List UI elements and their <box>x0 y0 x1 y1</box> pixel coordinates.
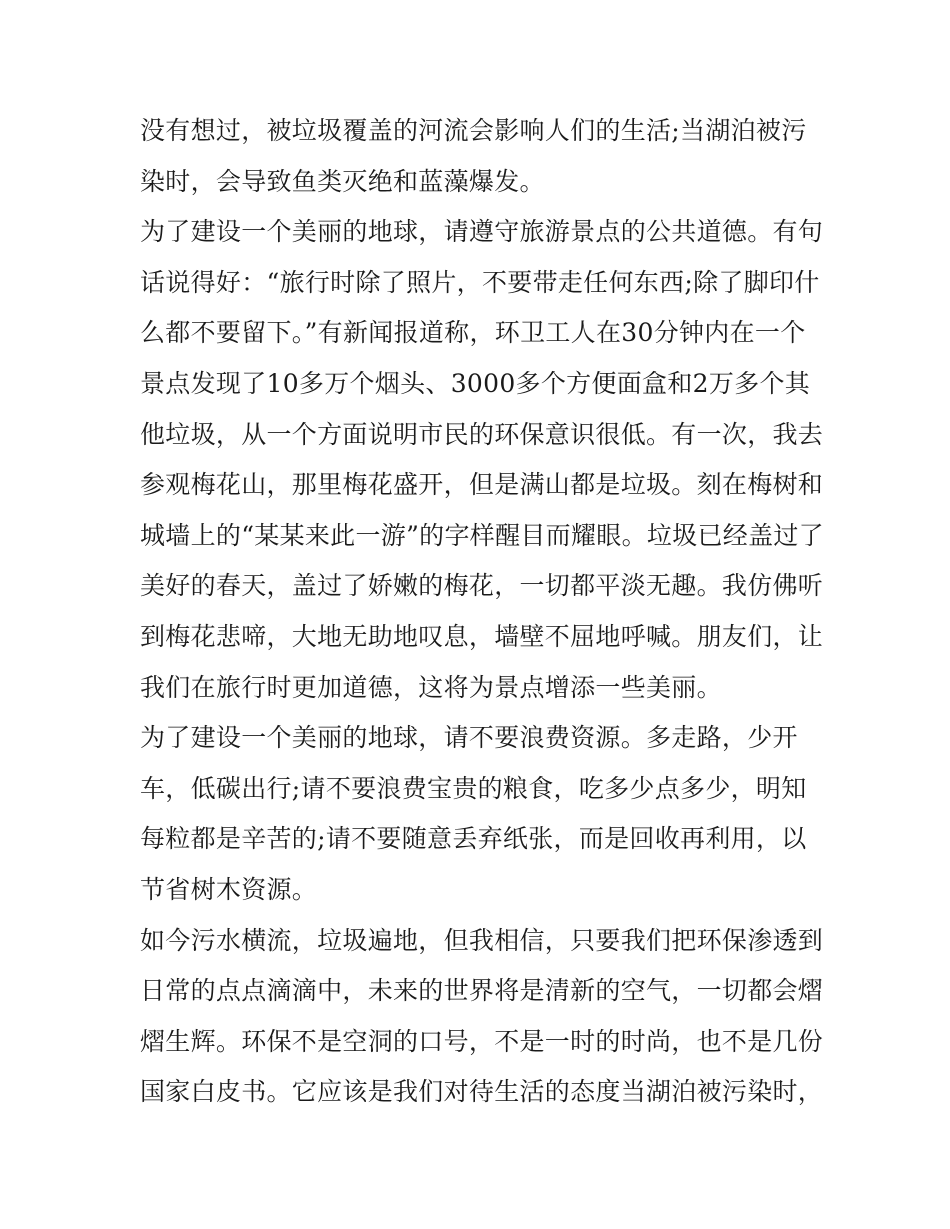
document-body <box>140 106 824 1118</box>
text-line: 参观梅花山，那里梅花盛开，但是满山都是垃圾。刻在梅树和 <box>140 470 824 500</box>
text-line: 我们在旅行时更加道德，这将为景点增添一些美丽。 <box>140 672 722 702</box>
text-line: 熠生辉。环保不是空洞的口号，不是一时的时尚，也不是几份 <box>140 1026 824 1056</box>
text-line: 如今污水横流，垃圾遍地，但我相信，只要我们把环保渗透到 <box>140 925 824 955</box>
text-line: 他垃圾，从一个方面说明市民的环保意识很低。有一次，我去 <box>140 419 824 449</box>
text-line: 节省树木资源。 <box>140 874 318 904</box>
text-line: 景点发现了10多万个烟头、3000多个方便面盒和2万多个其 <box>140 368 811 398</box>
text-line: 为了建设一个美丽的地球，请遵守旅游景点的公共道德。有句 <box>140 217 824 247</box>
text-line: 么都不要留下。”有新闻报道称，环卫工人在30分钟内在一个 <box>140 318 806 348</box>
text-line: 染时，会导致鱼类灭绝和蓝藻爆发。 <box>140 166 545 196</box>
text-line: 车，低碳出行;请不要浪费宝贵的粮食，吃多少点多少，明知 <box>140 773 807 803</box>
text-line: 话说得好：“旅行时除了照片，不要带走任何东西;除了脚印什 <box>140 267 820 297</box>
text-line: 每粒都是辛苦的;请不要随意丢弃纸张，而是回收再利用，以 <box>140 824 807 854</box>
text-line: 为了建设一个美丽的地球，请不要浪费资源。多走路，少开 <box>140 723 798 753</box>
text-line: 日常的点点滴滴中，未来的世界将是清新的空气，一切都会熠 <box>140 976 824 1006</box>
text-line: 城墙上的“某某来此一游”的字样醒目而耀眼。垃圾已经盖过了 <box>140 520 824 550</box>
text-line: 没有想过，被垃圾覆盖的河流会影响人们的生活;当湖泊被污 <box>140 116 807 145</box>
text-line: 国家白皮书。它应该是我们对待生活的态度当湖泊被污染时， <box>140 1077 824 1107</box>
text-line: 到梅花悲啼，大地无助地叹息，墙壁不屈地呼喊。朋友们，让 <box>140 621 824 651</box>
text-line: 美好的春天，盖过了娇嫩的梅花，一切都平淡无趣。我仿佛听 <box>140 571 824 601</box>
